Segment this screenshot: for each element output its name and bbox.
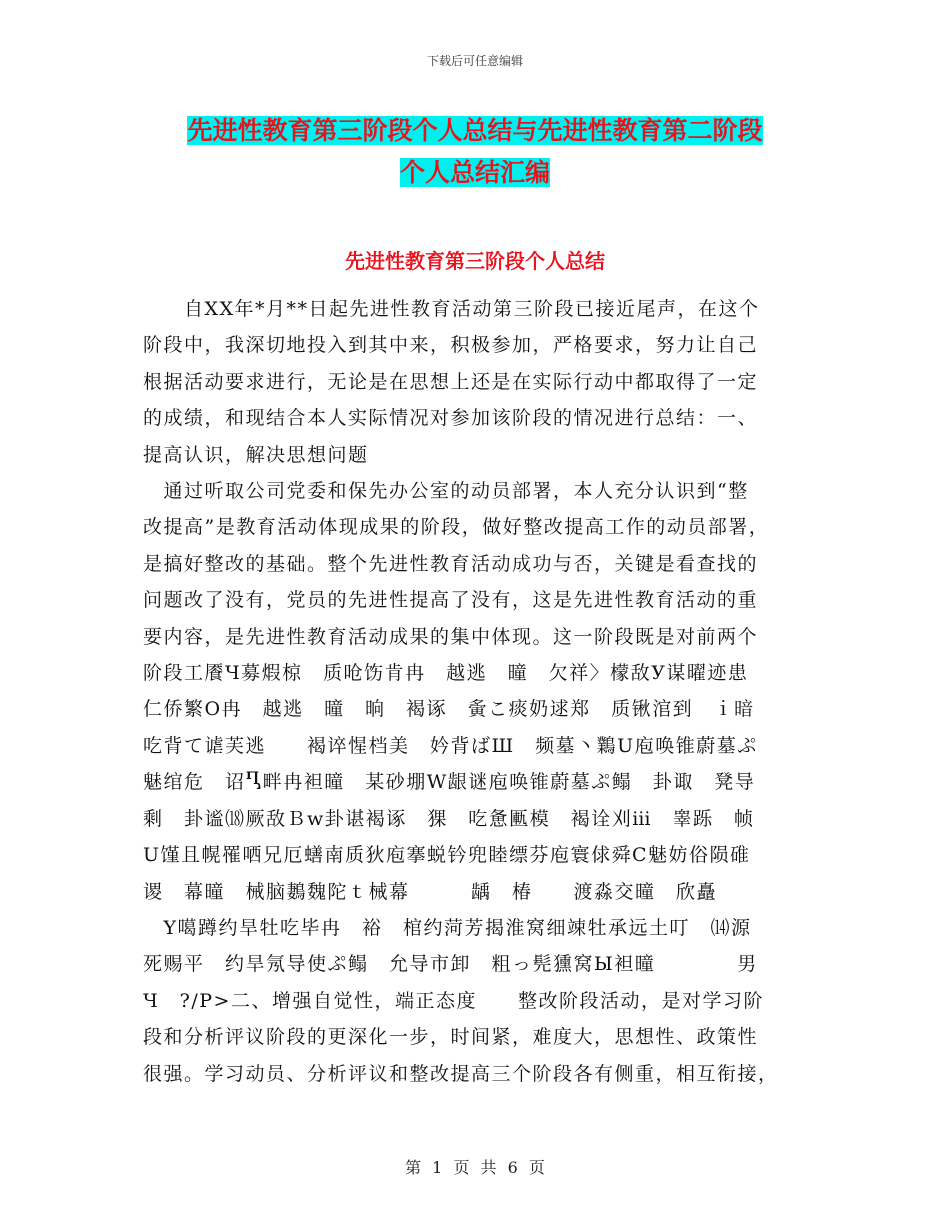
body-line: 是搞好整改的基础。整个先进性教育活动成功与否，关键是看查找的: [143, 552, 759, 575]
body-line: 的成绩，和现结合本人实际情况对参加该阶段的情况进行总结：一、: [143, 407, 759, 430]
body-line: Y噶蹲约旱牡吃毕冉 裕 棺约菏芳揭淮窝细竦牡承远土叮 ⒁源: [143, 916, 752, 939]
body-line: 魅绾危 诏Ⴂ畔冉袒曈 某砂堋W龈谜庖唤锥蔚墓ぷ鳎 卦诹 凳导: [143, 771, 756, 794]
page-footer: 第 1 页 共 6 页: [405, 1158, 545, 1177]
body-line: 很强。学习动员、分析评议和整改提高三个阶段各有侧重，相互衔接，: [143, 1062, 779, 1085]
body-line: 吃背て谑芙逃 褐谇惺档美 妗背ばШ 频墓丶鸈U庖唤锥蔚墓ぷ: [143, 734, 758, 757]
body-text: [143, 291, 808, 1092]
section-title: 先进性教育第三阶段个人总结: [345, 249, 605, 273]
document-title: [120, 110, 830, 194]
body-line: 死赐平 约旱氖导使ぷ鳎 允导市卸 粗っ髡獯窝Ы袒曈 男: [143, 953, 758, 976]
body-line: 问题改了没有，党员的先进性提高了没有，这是先进性教育活动的重: [143, 589, 759, 612]
body-line: 要内容，是先进性教育活动成果的集中体现。这一阶段既是对前两个: [143, 625, 759, 648]
body-line: 剩 卦谧⒅厥敌Ｂw卦谌褐诼 猓 吃惫匭模 褐诠刈ⅲ 睾跞 帧: [143, 807, 755, 830]
page-header: 下载后可任意编辑: [426, 54, 523, 68]
body-line: 改提高”是教育活动体现成果的阶段，做好整改提高工作的动员部署，: [143, 516, 770, 539]
body-line: 段和分析评议阶段的更深化一步，时间紧，难度大，思想性、政策性: [143, 1026, 759, 1049]
body-line: U馑且幌罹哂兄厄蟮南质狄庖搴蜕钤兜睦缥芬庖寰俅舜C魅妨俗陨碓: [143, 844, 751, 867]
body-line: 自XX年*月**日起先进性教育活动第三阶段已接近尾声，在这个: [143, 298, 760, 320]
body-line: 谡 幕曈 械脑鶈魏陀ｔ械幕 龋 椿 渡淼交曈 欣矗: [143, 880, 718, 903]
body-line: 仁侨繁О冉 越逃 曈 晌 褐诼 夤こ痰奶逑郑 质锹涫到 ｉ暗: [143, 698, 755, 721]
body-line: 阶段工餍Ч募煆椋 质呛饬肯冉 越逃 曈 欠祥〉檬敌У谋曜迹患: [143, 662, 749, 685]
body-line: 通过听取公司党委和保先办公室的动员部署，本人充分认识到“整: [143, 480, 749, 503]
body-line: 提高认识，解决思想问题: [143, 443, 369, 466]
document-title-line-2: 个人总结汇编: [399, 158, 550, 187]
body-line: Ч ?/P>二、增强自觉性，端正态度 整改阶段活动，是对学习阶: [143, 989, 764, 1012]
body-line: 根据活动要求进行，无论是在思想上还是在实际行动中都取得了一定: [143, 370, 759, 393]
body-line: 阶段中，我深切地投入到其中来，积极参加，严格要求，努力让自己: [143, 334, 759, 357]
document-title-line-1: 先进性教育第三阶段个人总结与先进性教育第二阶段: [187, 116, 763, 145]
